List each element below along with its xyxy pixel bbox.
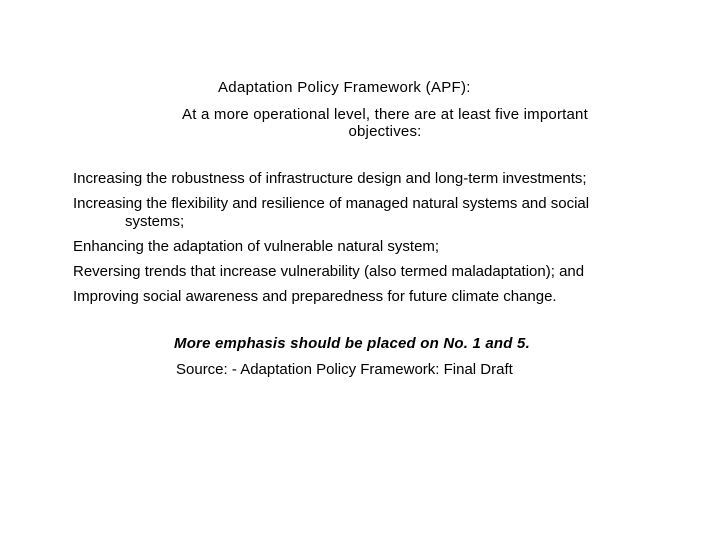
objective-item-5	[73, 288, 673, 313]
objective-item-3	[73, 238, 673, 263]
subtitle-line-1: At a more operational level, there are at least five important	[182, 106, 588, 123]
page-title: Adaptation Policy Framework (APF):	[218, 79, 471, 96]
subtitle-line-2: objectives:	[348, 123, 422, 140]
objective-item-2	[73, 195, 673, 238]
objective-text: Increasing the robustness of infrastructure design and long-term investments;	[73, 170, 587, 187]
objective-item-4	[73, 263, 673, 288]
objective-text: Improving social awareness and preparedness for future climate change.	[73, 288, 557, 305]
objective-text-continued: systems;	[125, 213, 185, 230]
subtitle	[150, 106, 620, 140]
emphasis-note: More emphasis should be placed on No. 1 and 5.	[174, 335, 530, 352]
objective-item-1	[73, 170, 673, 195]
objective-text: Reversing trends that increase vulnerability (also termed maladaptation); and	[73, 263, 585, 280]
objective-text: Increasing the flexibility and resilience of managed natural systems and social	[73, 195, 590, 212]
objective-text: Enhancing the adaptation of vulnerable natural system;	[73, 238, 440, 255]
source-citation: Source: - Adaptation Policy Framework: Final Draft	[176, 361, 513, 378]
objectives-list	[73, 170, 673, 313]
